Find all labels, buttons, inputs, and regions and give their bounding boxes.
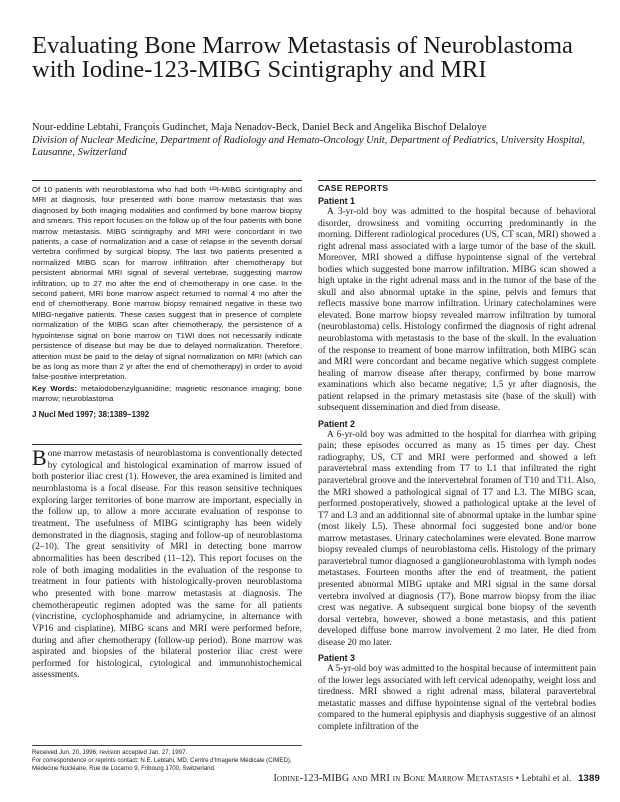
case-reports-heading: CASE REPORTS: [318, 183, 389, 193]
keywords-label: Key Words:: [32, 383, 77, 393]
abstract: [32, 180, 302, 420]
keywords: [32, 384, 302, 405]
page-number: 1389: [578, 773, 600, 784]
case-heading: Patient 3: [318, 653, 355, 664]
case-heading: Patient 2: [318, 418, 355, 429]
drop-cap: B: [32, 445, 47, 470]
article-title: Evaluating Bone Marrow Metastasis of Neuroblastoma with Iodine-123-MIBG Scintigraphy and MRI: [32, 32, 573, 83]
intro-paragraph: [32, 445, 302, 682]
author-block: [32, 122, 602, 160]
affiliation: Division of Nuclear Medicine, Department of Radiology and Hemato-Oncology Unit, Department of Pediatrics, University Hospital, Lausanne, Switzerland: [32, 134, 585, 159]
case-reports-section: [318, 180, 596, 734]
intro-text: one marrow metastasis of neuroblastoma is conventionally detected by cytological and histological examination of marrow issued of both posterior iliac crest (1). However, the area examined is limited and neuroblastoma is a focal disease. For this reason sensitive techniques exploring larger territories of bone marrow are important, especially in the follow up, to allow a more accurate evaluation of response to treatment. The usefulness of MIBG scintigraphy has been widely demonstrated in the diagnosis, staging and follow-up of neuroblastoma (2–10). The great sensitivity of MRI in detecting bone marrow abnormalities has been described (11–12). This report focuses on the role of both imaging modalities in the evaluation of the response to treatment in four patients with histologically-proven neuroblastoma who presented with bone marrow metastasis at diagnosis. The chemotherapeutic regimen adopted was the same for all patients (vincristine, cyclophosphamide and adriamycine, in alternance with VP16 and cisplatine). MIBG scans and MRI were performed before, during and after chemotherapy (follow-up period). Bone marrow was aspirated and biopsies of the bilateral posterior iliac crest were performed for histological, cytological and immunohistochemical assessments.: [32, 449, 302, 681]
case-heading: Patient 1: [318, 196, 355, 206]
case-text: A 5-yr-old boy was admitted to the hospital because of intermittent pain of the lower legs associated with left cervical adenopathy, weight loss and tiredness. MRI showed a right adrenal mass, bilateral paravertebral metastatic masses and diffuse hypointense signal of the vertebral bodies compared to the humeral epiphysis and diaphysis suggestive of an almost complete infiltration of the: [318, 664, 596, 732]
keywords-text: metaiodobenzylguanidine; magnetic resonance imaging; bone marrow; neuroblastoma: [32, 383, 302, 404]
introduction: [32, 444, 302, 682]
received-note: Received Jun. 20, 1996; revision accepted Jan. 27, 1997.: [32, 749, 188, 756]
case-text: A 6-yr-old boy was admitted to the hospital for diarrhea with griping pain; these episodes occurred as many as 15 times per day. Chest radiography, US, CT and MRI were performed and showed a left paravertebral mass extending from T7 to L1 that infiltrated the right paravertebral groove and the intervertebral foramen of T10 and T11. Also, the MRI showed a pathological signal of T7 and L3. The MIBG scan, performed postoperatively, showed a pathological uptake at the level of T7 and L3 and an additionnal site of abnormal uptake in the lumbar spine (most likely L5). These abnormal foci suggested bone and/or bone marrow metastases. Urinary catecholamines were elevated. Bone marrow biopsy revealed clumps of neuroblastoma cells. Histology of the primary paravertebral tumor diagnosed a ganglioneuroblastoma with lymph nodes metastases. Fourteen months after the end of treatment, the patient presented abnormal MIBG uptake and MRI signal in the same dorsal vertebra involved at diagnosis (T7). Bone marrow biopsy from the iliac crest was negative. A subsequent surgical bone biopsy of the seventh dorsal vertebra, however, showed a bone metastasis, and this patient developed diffuse bone marrow involvement 2 mo later. He died from disease 20 mo later.: [318, 429, 596, 648]
journal-citation: J Nucl Med 1997; 38:1389–1392: [32, 409, 150, 419]
abstract-text: Of 10 patients with neuroblastoma who had both ¹²³I-MIBG scintigraphy and MRI at diagnosis, four presented with bone marrow metastasis that was diagnosed by both imaging modalities and confirmed by bone marrow biopsy and smears. This report focuses on the follow up of the four patients with bone marrow metastasis. MIBG scintigraphy and MRI were concordant in two patients, a case of normalization and a case of relapse in the seventh dorsal vertebra confirmed by surgical biopsy. The last two patients presented a normalized MIBG scan for marrow infiltration after chemotherapy but persistent abnormal MRI signal of several vertebrae, suggesting marrow infiltration, up to 27 mo after the end of chemotherapy in one case. In the second patient, MRI bone marrow aspect returned to normal 4 mo after the end of chemotherapy. Bone marrow biopsy remained negative in these two MIBG-negative patients. These cases suggest that in presence of complete normalization of the MIBG scan after chemotherapy, the persistence of a hypointense signal on bone marrow on T1WI does not necessarily indicate persistence of disease but may be due to delayed normalization. Therefore, attention must be paid to the delay of signal normalization on MRI (which can be as long as more than 2 yr after the end of chemotherapy) in order to avoid false-positive interpretation.: [32, 185, 302, 382]
running-title: Iodine-123-MIBG and MRI in Bone Marrow Metastasis: [273, 773, 514, 784]
running-authors: • Lebtahi et al.: [515, 773, 572, 783]
case-text: A 3-yr-old boy was admitted to the hospital because of behavioral disorder, drowsiness and vomiting occurring predominantly in the morning. Different radiological procedures (US, CT scan, MRI) showed a right adrenal mass associated with a large tumor of the base of the skull. Moreover, MRI showed a diffuse hypointense signal of the vertebral bodies which suggested bone marrow infiltration. MIBG scan showed a high uptake in the right adrenal mass and in the tumor of the base of the skull and also abnormal uptake in the spine, pelvis and femurs that reflects massive bone marrow infiltration. Urinary catecholamines were elevated. Bone marrow biopsy revealed marrow infiltration by tumoral (neuroblastoma) cells. Histology confirmed the diagnosis of right adrenal neuroblastoma with metastasis to the base of the skull. In the evaluation of the response to treament of bone marrow infiltration, both MIBG scan and MRI were concordant and became negative which suggest complete healing of marrow disease after therapy, confirmed by bone marrow examinations which also became negative; 1.5 yr after diagnosis, the patient relapsed in the primary metastasis site (base of the skull) with subsequent dissemination and died from disease.: [318, 207, 596, 414]
correspondence-note: For correspondence or reprints contact: N.E. Lebtahi, MD, Centre d'Imagerie Médicale (CIMED), Médecine Nucléaire, Rue de Locarno 9, Fribourg 1700, Switzerland.: [32, 757, 292, 772]
footnote: [32, 745, 302, 773]
running-footer: [230, 773, 600, 784]
author-list: Nour-eddine Lebtahi, François Gudinchet, Maja Nenadov-Beck, Daniel Beck and Angelika Bischof Delaloye: [32, 122, 487, 133]
